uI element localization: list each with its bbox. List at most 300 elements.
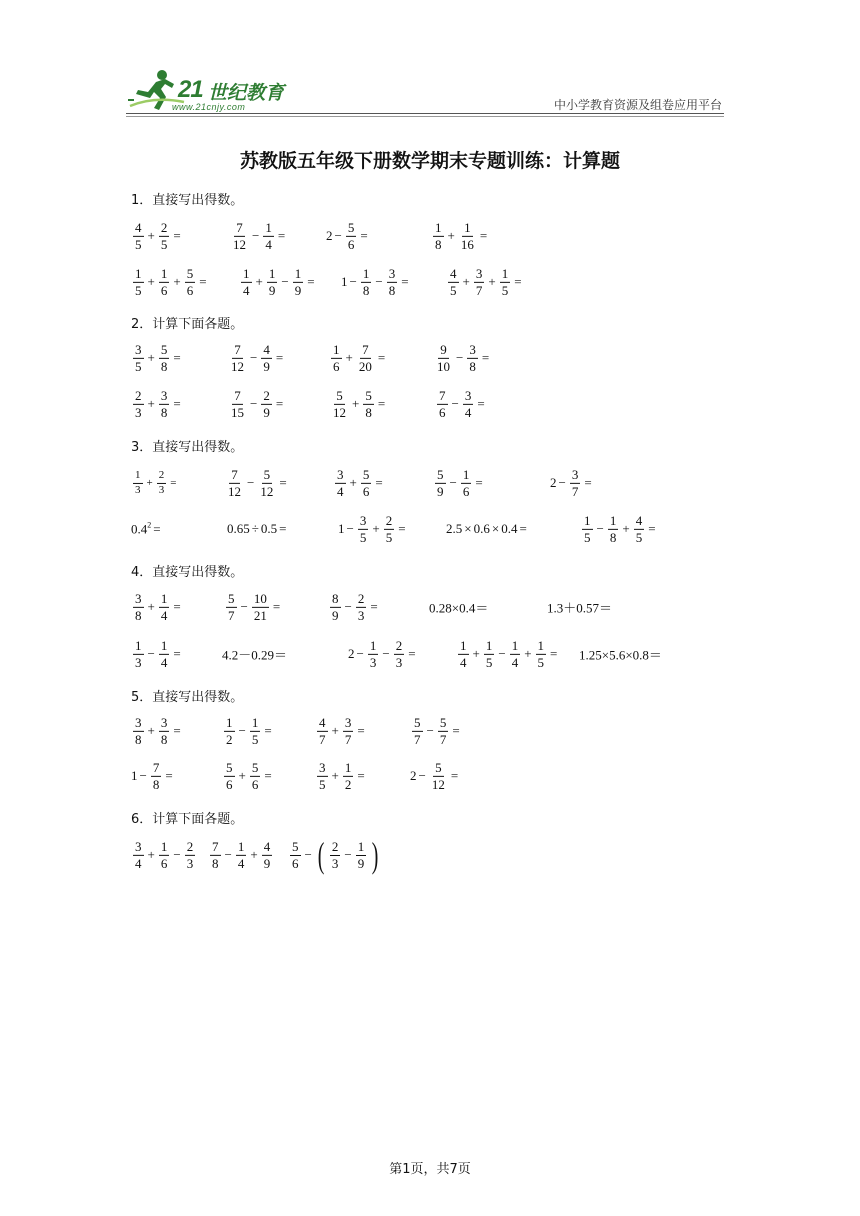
denominator: 12 bbox=[431, 776, 445, 792]
numerator: 9 bbox=[440, 341, 447, 357]
denominator: 8 bbox=[135, 607, 142, 623]
problem bbox=[329, 389, 387, 419]
operator: + bbox=[173, 274, 181, 289]
exponent: 2 bbox=[147, 520, 152, 530]
numerator: 7 bbox=[362, 341, 369, 357]
numerator: 1 bbox=[237, 838, 245, 854]
denominator: 5 bbox=[485, 654, 493, 670]
problem bbox=[433, 343, 491, 373]
operator: + bbox=[345, 350, 353, 365]
numerator: 4 bbox=[635, 512, 643, 528]
operator: − bbox=[250, 396, 258, 411]
operator: = bbox=[153, 521, 161, 536]
numerator: 1 bbox=[357, 838, 365, 854]
numerator: 7 bbox=[234, 387, 241, 403]
operator: = bbox=[170, 477, 177, 489]
denominator: 3 bbox=[135, 654, 142, 670]
denominator: 5 bbox=[635, 529, 643, 545]
fraction bbox=[331, 389, 348, 419]
fraction bbox=[459, 221, 476, 251]
denominator: 5 bbox=[537, 654, 545, 670]
number: 2 bbox=[348, 646, 355, 661]
problem bbox=[348, 639, 418, 669]
denominator: 20 bbox=[358, 358, 372, 374]
fraction bbox=[159, 267, 170, 297]
operator: = bbox=[477, 396, 485, 411]
fraction bbox=[157, 470, 167, 496]
operator: × bbox=[491, 521, 500, 536]
fraction bbox=[570, 468, 581, 498]
fraction bbox=[346, 221, 357, 251]
fraction bbox=[133, 639, 144, 669]
number: 0.65 bbox=[227, 521, 250, 536]
fraction bbox=[435, 343, 452, 373]
operator: − bbox=[281, 274, 289, 289]
denominator: 2 bbox=[226, 731, 233, 747]
number: 0.6 bbox=[473, 521, 490, 536]
numerator: 4 bbox=[450, 265, 457, 281]
problem bbox=[224, 468, 289, 498]
numerator: 1 bbox=[462, 466, 470, 482]
numerator: 5 bbox=[365, 387, 372, 403]
denominator: 8 bbox=[388, 282, 396, 298]
operator: − bbox=[240, 599, 248, 614]
fraction bbox=[330, 840, 341, 870]
operator: = bbox=[173, 723, 181, 738]
operator: − bbox=[304, 847, 312, 862]
denominator: 9 bbox=[294, 282, 302, 298]
numerator: 5 bbox=[362, 466, 370, 482]
fraction bbox=[433, 221, 444, 251]
numerator: 1 bbox=[160, 838, 168, 854]
operator: = bbox=[307, 274, 315, 289]
section-1-label: 1．直接写出得数。 bbox=[131, 193, 244, 208]
operator: + bbox=[488, 274, 496, 289]
denominator: 8 bbox=[160, 731, 168, 747]
denominator: 3 bbox=[135, 483, 141, 496]
fraction bbox=[356, 592, 367, 622]
fraction bbox=[317, 716, 328, 746]
numerator: 7 bbox=[439, 387, 446, 403]
operator: + bbox=[147, 396, 155, 411]
number: 1.25×5.6×0.8＝ bbox=[579, 647, 662, 663]
denominator: 7 bbox=[319, 731, 326, 747]
numerator: 2 bbox=[357, 590, 365, 606]
operator: + bbox=[447, 228, 455, 243]
problem bbox=[131, 343, 183, 373]
numerator: 7 bbox=[152, 759, 160, 775]
denominator: 10 bbox=[437, 358, 450, 374]
operator: + bbox=[250, 847, 258, 862]
numerator: 5 bbox=[336, 387, 343, 403]
denominator: 3 bbox=[369, 654, 377, 670]
fraction bbox=[358, 514, 369, 544]
operator: = bbox=[360, 228, 368, 243]
numerator: 1 bbox=[369, 637, 377, 653]
site-logo bbox=[126, 66, 291, 112]
operator: − bbox=[252, 228, 260, 243]
numerator: 5 bbox=[435, 759, 442, 775]
operator: = bbox=[173, 350, 181, 365]
numerator: 3 bbox=[160, 387, 168, 403]
denominator: 16 bbox=[460, 236, 474, 252]
problem bbox=[410, 761, 460, 791]
fraction bbox=[317, 761, 328, 791]
denominator: 8 bbox=[160, 358, 168, 374]
fraction bbox=[133, 592, 144, 622]
operator: − bbox=[334, 228, 342, 243]
operator: − bbox=[344, 599, 352, 614]
problem bbox=[131, 521, 163, 538]
numerator: 1 bbox=[485, 637, 493, 653]
operator: + bbox=[352, 396, 360, 411]
denominator: 4 bbox=[237, 855, 245, 871]
numerator: 3 bbox=[359, 512, 367, 528]
fraction bbox=[133, 343, 144, 373]
denominator: 7 bbox=[475, 282, 483, 298]
numerator: 5 bbox=[414, 714, 421, 730]
fraction bbox=[229, 389, 246, 419]
problem bbox=[446, 267, 524, 297]
fraction bbox=[357, 343, 374, 373]
denominator: 5 bbox=[319, 776, 326, 792]
fraction bbox=[608, 514, 619, 544]
problem bbox=[547, 598, 612, 617]
numerator: 1 bbox=[160, 637, 168, 653]
denominator: 8 bbox=[152, 776, 160, 792]
operator: + bbox=[349, 475, 357, 490]
problem bbox=[131, 761, 175, 791]
denominator: 12 bbox=[233, 236, 246, 252]
logo-number: 21 bbox=[178, 76, 203, 103]
problem bbox=[326, 221, 370, 251]
numerator: 1 bbox=[464, 219, 471, 235]
numerator: 5 bbox=[226, 759, 233, 775]
problem bbox=[131, 267, 209, 297]
numerator: 3 bbox=[135, 590, 142, 606]
paren: ) bbox=[371, 835, 379, 875]
operator: − bbox=[449, 475, 457, 490]
numerator: 2 bbox=[263, 387, 270, 403]
operator: = bbox=[173, 599, 181, 614]
operator: = bbox=[452, 723, 460, 738]
denominator: 9 bbox=[332, 607, 339, 623]
number: 0.4 bbox=[501, 521, 518, 536]
problem bbox=[239, 267, 317, 297]
operator: = bbox=[550, 646, 558, 661]
problem bbox=[433, 468, 485, 498]
fraction bbox=[159, 592, 170, 622]
problem bbox=[131, 716, 183, 746]
problem bbox=[435, 389, 487, 419]
operator: = bbox=[514, 274, 522, 289]
page-title: 苏教版五年级下册数学期末专题训练：计算题 bbox=[239, 150, 620, 172]
operator: = bbox=[357, 723, 365, 738]
denominator: 7 bbox=[228, 607, 235, 623]
problem bbox=[456, 639, 559, 669]
numerator: 1 bbox=[133, 470, 143, 484]
problem bbox=[410, 716, 462, 746]
operator: = bbox=[370, 599, 378, 614]
fraction bbox=[159, 343, 170, 373]
numerator: 2 bbox=[331, 838, 339, 854]
operator: − bbox=[346, 521, 354, 536]
denominator: 3 bbox=[395, 654, 403, 670]
operator: + bbox=[255, 274, 263, 289]
fraction bbox=[356, 840, 367, 870]
operator: + bbox=[147, 228, 155, 243]
denominator: 6 bbox=[439, 404, 446, 420]
denominator: 8 bbox=[135, 731, 142, 747]
fraction bbox=[510, 639, 521, 669]
operator: = bbox=[375, 475, 383, 490]
denominator: 15 bbox=[231, 404, 244, 420]
problem bbox=[208, 840, 274, 870]
operator: = bbox=[264, 768, 272, 783]
denominator: 4 bbox=[135, 855, 142, 871]
number: 1 bbox=[341, 274, 348, 289]
operator: = bbox=[450, 768, 459, 783]
operator: = bbox=[264, 723, 272, 738]
fraction bbox=[185, 840, 196, 870]
operator: + bbox=[472, 646, 480, 661]
numerator: 5 bbox=[437, 466, 444, 482]
numerator: 3 bbox=[135, 341, 142, 357]
denominator: 9 bbox=[263, 855, 271, 871]
fraction bbox=[461, 468, 472, 498]
problem bbox=[131, 470, 178, 496]
problem bbox=[227, 389, 285, 419]
number: $0.4^2$ bbox=[131, 520, 152, 537]
operator: − bbox=[558, 475, 566, 490]
numerator: 5 bbox=[263, 466, 271, 482]
denominator: 3 bbox=[357, 607, 365, 623]
numerator: 2 bbox=[160, 219, 168, 235]
fraction bbox=[252, 592, 269, 622]
denominator: 5 bbox=[359, 529, 367, 545]
numerator: 2 bbox=[157, 470, 167, 484]
paren: ( bbox=[317, 835, 325, 875]
problem bbox=[329, 343, 387, 373]
fraction bbox=[463, 389, 474, 419]
denominator: 8 bbox=[365, 404, 372, 420]
numerator: 5 bbox=[347, 219, 355, 235]
operator: = bbox=[275, 350, 284, 365]
denominator: 8 bbox=[435, 236, 442, 252]
numerator: 3 bbox=[160, 714, 168, 730]
denominator: 6 bbox=[251, 776, 259, 792]
fraction bbox=[330, 592, 341, 622]
numerator: 1 bbox=[501, 265, 509, 281]
numerator: 1 bbox=[268, 265, 276, 281]
fraction bbox=[133, 470, 143, 496]
denominator: 6 bbox=[186, 282, 194, 298]
fraction bbox=[226, 592, 237, 622]
fraction bbox=[236, 840, 247, 870]
problem bbox=[341, 267, 411, 297]
denominator: 6 bbox=[160, 282, 168, 298]
denominator: 5 bbox=[251, 731, 259, 747]
problem bbox=[580, 514, 658, 544]
denominator: 9 bbox=[268, 282, 276, 298]
number: 0.28×0.4＝ bbox=[429, 600, 489, 616]
fraction bbox=[474, 267, 485, 297]
numerator: 3 bbox=[469, 341, 476, 357]
operator: − bbox=[147, 646, 155, 661]
problem bbox=[431, 221, 489, 251]
denominator: 3 bbox=[158, 483, 165, 496]
fraction bbox=[331, 343, 342, 373]
denominator: 4 bbox=[160, 654, 168, 670]
operator: + bbox=[524, 646, 532, 661]
problem bbox=[288, 837, 382, 873]
problem bbox=[131, 592, 183, 622]
operator: + bbox=[147, 847, 155, 862]
numerator: 5 bbox=[228, 590, 235, 606]
section-4-label: 4．直接写出得数。 bbox=[131, 565, 244, 580]
fraction bbox=[368, 639, 379, 669]
numerator: 1 bbox=[333, 341, 340, 357]
denominator: 5 bbox=[450, 282, 457, 298]
numerator: 4 bbox=[319, 714, 326, 730]
numerator: 10 bbox=[253, 590, 267, 606]
fraction bbox=[458, 639, 469, 669]
denominator: 9 bbox=[437, 483, 444, 499]
fraction bbox=[335, 468, 346, 498]
denominator: 3 bbox=[135, 404, 142, 420]
numerator: 1 bbox=[135, 265, 142, 281]
denominator: 5 bbox=[385, 529, 393, 545]
fraction bbox=[582, 514, 593, 544]
numerator: 3 bbox=[464, 387, 472, 403]
numerator: 1 bbox=[435, 219, 442, 235]
section-6-label: 6．计算下面各题。 bbox=[131, 812, 244, 827]
fraction bbox=[229, 343, 246, 373]
operator: = bbox=[479, 228, 488, 243]
numerator: 7 bbox=[234, 341, 241, 357]
operator: + bbox=[462, 274, 470, 289]
fraction bbox=[290, 840, 301, 870]
operator: = bbox=[279, 521, 287, 536]
fraction bbox=[226, 468, 243, 498]
number: 1.3＋0.57＝ bbox=[547, 600, 613, 616]
operator: − bbox=[456, 350, 464, 365]
operator: = bbox=[357, 768, 365, 783]
number: 1 bbox=[338, 521, 345, 536]
denominator: 12 bbox=[228, 483, 241, 499]
number: 2 bbox=[326, 228, 333, 243]
numerator: 1 bbox=[537, 637, 545, 653]
platform-name: 中小学教育资源及组卷应用平台 bbox=[553, 98, 722, 112]
operator: − bbox=[173, 847, 181, 862]
problem bbox=[229, 221, 287, 251]
operator: − bbox=[344, 847, 352, 862]
denominator: 12 bbox=[260, 483, 274, 499]
fraction bbox=[185, 267, 196, 297]
denominator: 4 bbox=[337, 483, 344, 499]
numerator: 3 bbox=[388, 265, 396, 281]
fraction bbox=[363, 389, 374, 419]
numerator: 1 bbox=[265, 219, 272, 235]
operator: − bbox=[356, 646, 364, 661]
numerator: 1 bbox=[584, 512, 591, 528]
denominator: 5 bbox=[160, 236, 168, 252]
fraction bbox=[500, 267, 511, 297]
numerator: 1 bbox=[243, 265, 250, 281]
fraction bbox=[159, 639, 170, 669]
logo-text: 世纪教育 bbox=[208, 83, 285, 104]
section-2-label: 2．计算下面各题。 bbox=[131, 317, 244, 332]
fraction bbox=[133, 267, 144, 297]
denominator: 6 bbox=[347, 236, 355, 252]
fraction bbox=[250, 716, 261, 746]
numerator: 3 bbox=[344, 714, 352, 730]
fraction bbox=[159, 221, 170, 251]
denominator: 6 bbox=[462, 483, 470, 499]
fraction bbox=[250, 761, 261, 791]
operator: + bbox=[622, 521, 630, 536]
fraction bbox=[241, 267, 252, 297]
number: 2.5 bbox=[446, 521, 463, 536]
fraction bbox=[133, 389, 144, 419]
denominator: 4 bbox=[243, 282, 250, 298]
operator: + bbox=[372, 521, 380, 536]
number: 2 bbox=[410, 768, 417, 783]
denominator: 4 bbox=[511, 654, 519, 670]
fraction bbox=[343, 716, 354, 746]
numerator: 1 bbox=[135, 637, 142, 653]
fraction bbox=[261, 343, 272, 373]
denominator: 21 bbox=[253, 607, 267, 623]
numerator: 7 bbox=[212, 838, 219, 854]
fraction bbox=[151, 761, 162, 791]
fraction bbox=[384, 514, 395, 544]
operator: − bbox=[451, 396, 459, 411]
fraction bbox=[210, 840, 221, 870]
numerator: 3 bbox=[571, 466, 579, 482]
number: 0.5 bbox=[260, 521, 278, 536]
problem bbox=[224, 592, 282, 622]
numerator: 1 bbox=[609, 512, 617, 528]
operator: ÷ bbox=[251, 521, 259, 536]
fraction bbox=[412, 716, 423, 746]
problem bbox=[227, 343, 285, 373]
denominator: 5 bbox=[135, 282, 142, 298]
denominator: 6 bbox=[160, 855, 168, 871]
problem bbox=[222, 761, 274, 791]
problem bbox=[131, 221, 183, 251]
denominator: 3 bbox=[331, 855, 339, 871]
operator: = bbox=[377, 396, 386, 411]
numerator: 3 bbox=[135, 838, 142, 854]
fraction bbox=[387, 267, 398, 297]
fraction bbox=[133, 716, 144, 746]
operator: = bbox=[519, 521, 527, 536]
operator: = bbox=[272, 599, 281, 614]
denominator: 8 bbox=[160, 404, 168, 420]
numerator: 1 bbox=[294, 265, 302, 281]
section-3-label: 3．直接写出得数。 bbox=[131, 440, 244, 455]
denominator: 2 bbox=[344, 776, 352, 792]
denominator: 6 bbox=[226, 776, 233, 792]
numerator: 5 bbox=[160, 341, 168, 357]
operator: = bbox=[648, 521, 656, 536]
problem bbox=[222, 716, 274, 746]
logo-url: www.21cnjy.com bbox=[172, 102, 246, 112]
problem bbox=[227, 521, 288, 537]
numerator: 5 bbox=[186, 265, 194, 281]
problem bbox=[131, 639, 183, 669]
